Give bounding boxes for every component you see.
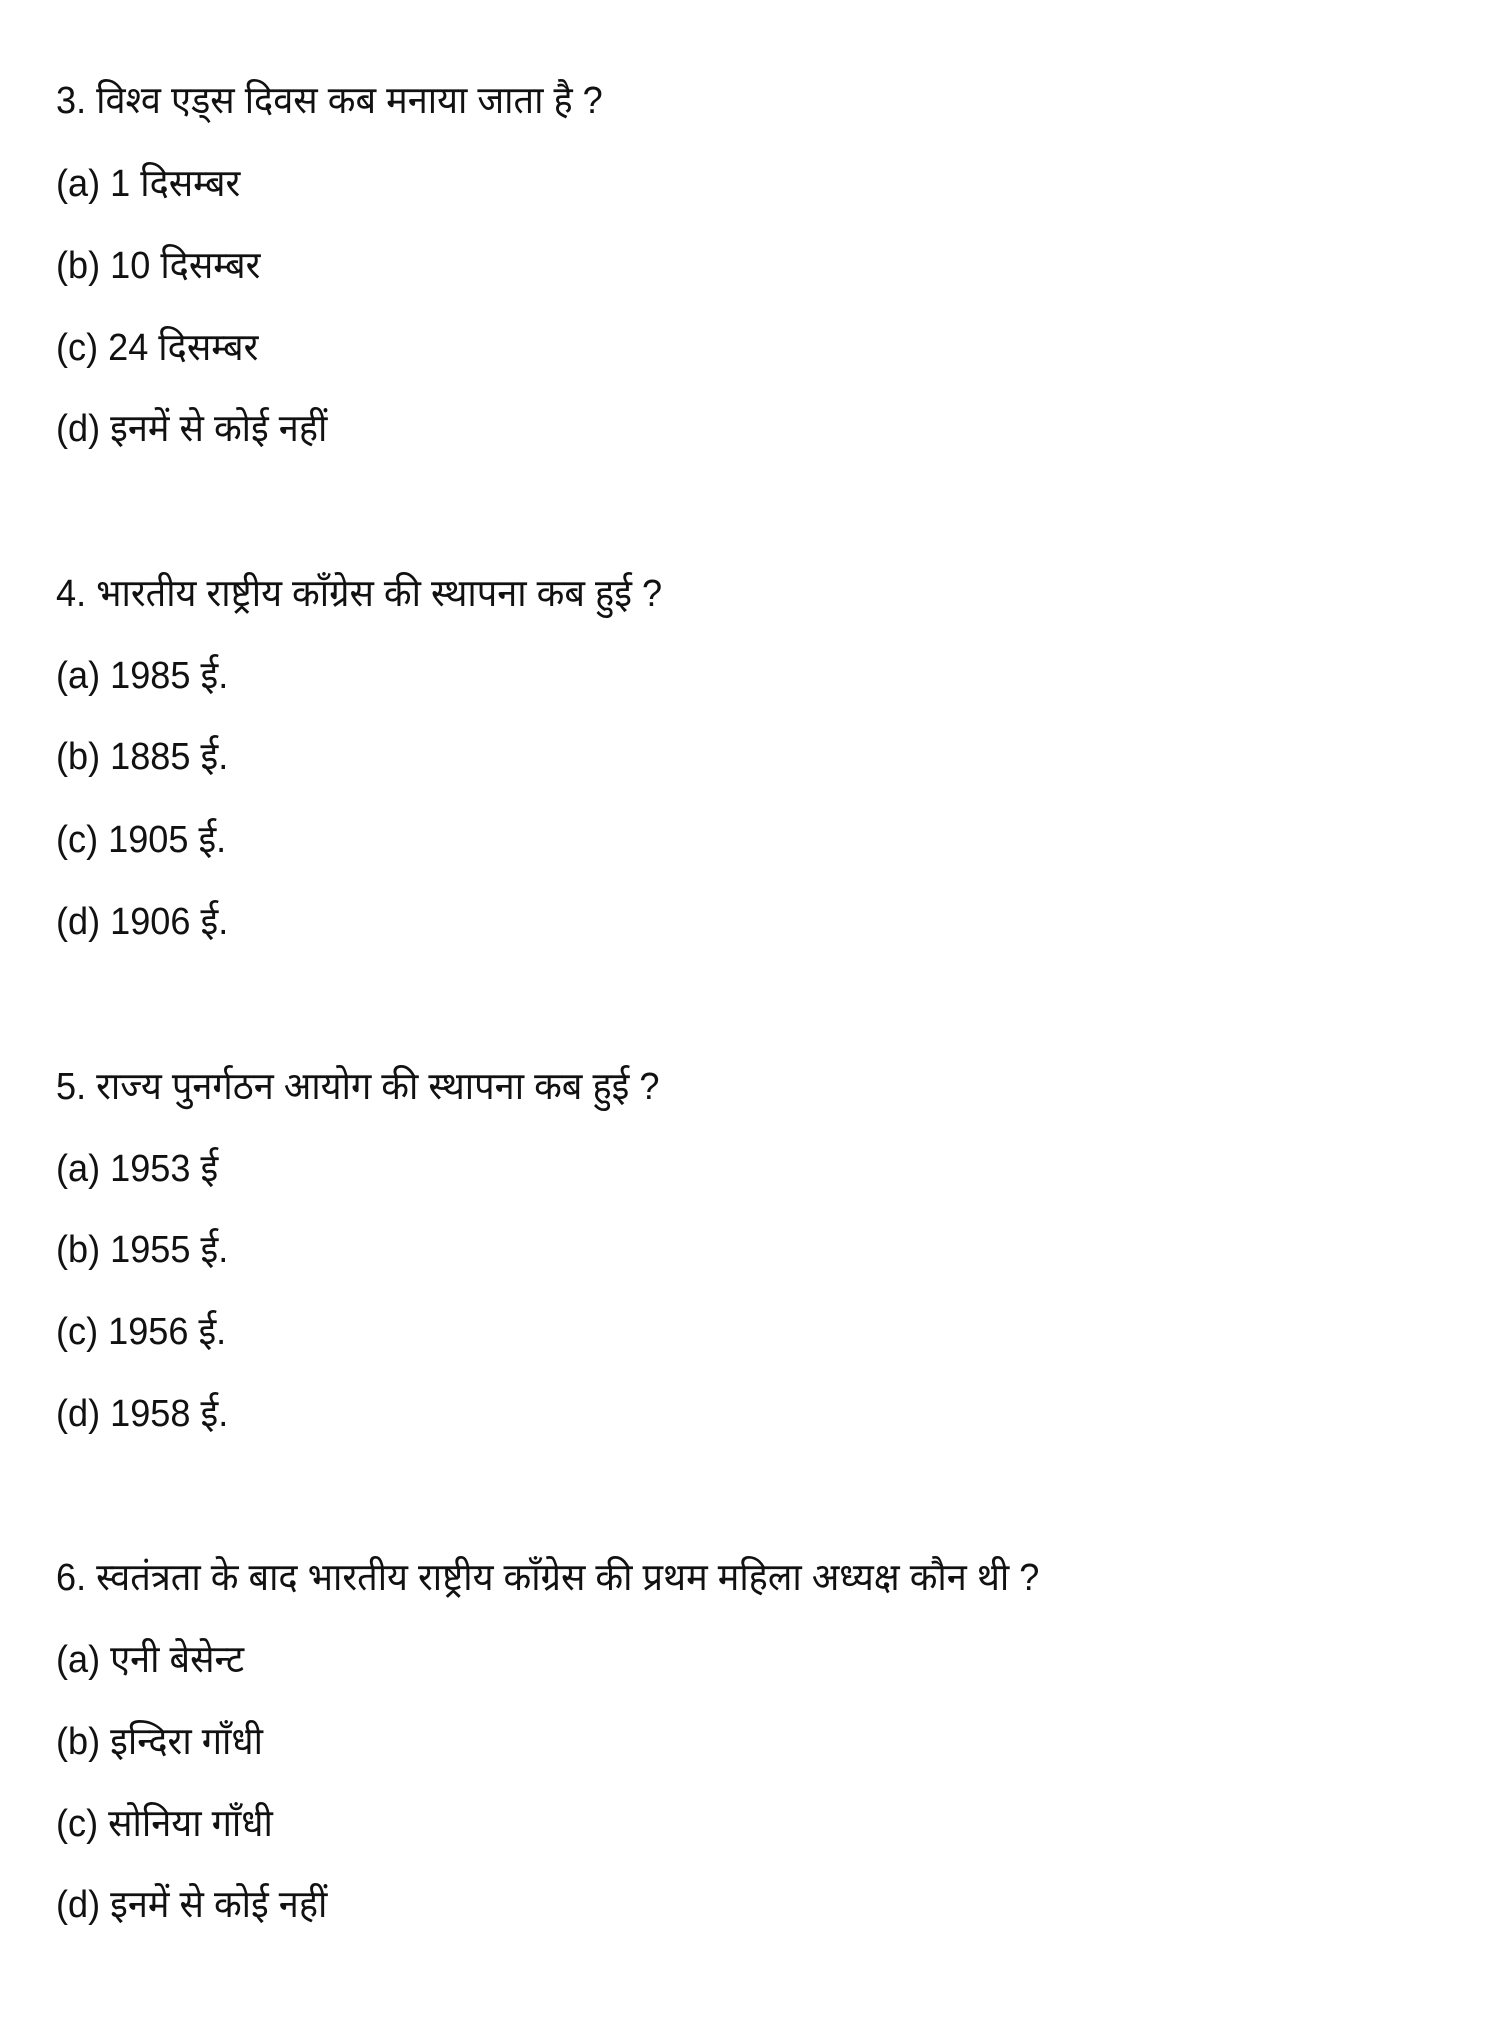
option-a: (a) 1953 ई — [56, 1148, 219, 1190]
question-text: 4. भारतीय राष्ट्रीय कॉंग्रेस की स्थापना कब हुई ? — [56, 573, 663, 615]
option-b: (b) 1885 ई. — [56, 736, 229, 778]
question-text: 6. स्वतंत्रता के बाद भारतीय राष्ट्रीय कॉंग्रेस की प्रथम महिला अध्यक्ष कौन थी ? — [56, 1557, 1040, 1599]
option-c: (c) 1956 ई. — [56, 1311, 227, 1353]
option-c: (c) 1905 ई. — [56, 819, 227, 861]
option-d: (d) 1958 ई. — [56, 1393, 229, 1435]
question-text: 5. राज्य पुनर्गठन आयोग की स्थापना कब हुई ? — [56, 1066, 660, 1108]
option-d: (d) 1906 ई. — [56, 901, 229, 943]
option-a: (a) 1 दिसम्बर — [56, 163, 241, 205]
option-d: (d) इनमें से कोई नहीं — [56, 408, 328, 450]
option-b: (b) 10 दिसम्बर — [56, 245, 261, 287]
question-text: 3. विश्व एड्स दिवस कब मनाया जाता है ? — [56, 80, 603, 122]
option-c: (c) सोनिया गाँधी — [56, 1803, 273, 1845]
option-b: (b) इन्दिरा गाँधी — [56, 1721, 263, 1763]
option-d: (d) इनमें से कोई नहीं — [56, 1884, 328, 1926]
option-a: (a) 1985 ई. — [56, 655, 229, 697]
option-c: (c) 24 दिसम्बर — [56, 327, 259, 369]
option-a: (a) एनी बेसेन्ट — [56, 1639, 245, 1681]
option-b: (b) 1955 ई. — [56, 1229, 229, 1271]
